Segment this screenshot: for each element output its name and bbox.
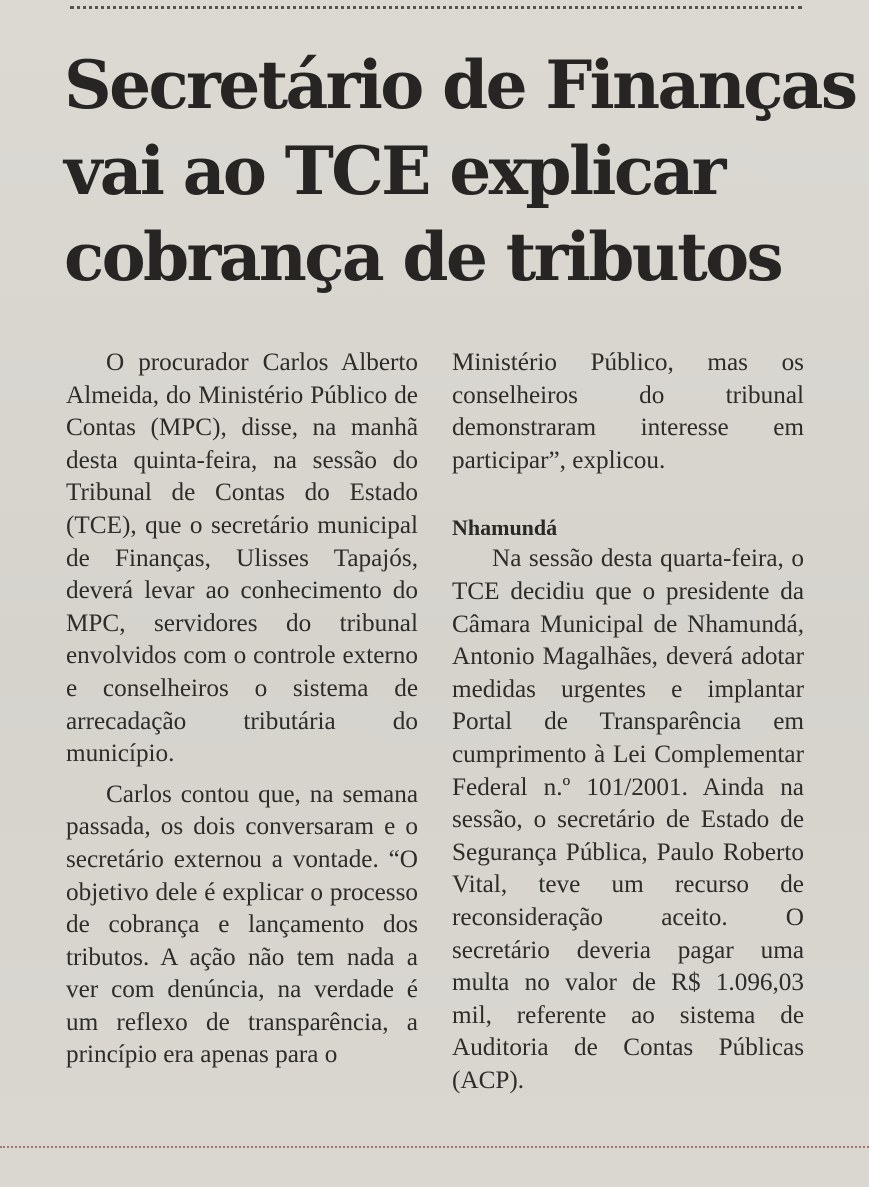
body-paragraph: Na sessão desta quarta-feira, o TCE decidiu que o presidente da Câmara Municipal de Nhamundá, Antonio Magalhães, deverá adotar medidas urgentes e implantar Portal de Transparência em cumprimento à Lei Complementar Federal n.º 101/2001. Ainda na sessão, o secretário de Estado de Segurança Pública, Paulo Roberto Vital, teve um recurso de reconsideração aceito. O secretário deveria pagar uma multa no valor de R$ 1.096,03 mil, referente ao sistema de Auditoria de Contas Públicas (ACP).: [452, 545, 804, 1094]
body-paragraph: Carlos contou que, na semana passada, os dois conversaram e o secretário externou a vontade. “O objetivo dele é explicar o processo de cobrança e lançamento dos tributos. A ação não tem nada a ver com denúncia, na verdade é um reflexo de transparência, a princípio era apenas para o: [66, 780, 418, 1069]
body-paragraph-continuation: Ministério Público, mas os conselheiros do tribunal demonstraram interesse em participar”, explicou.: [452, 349, 804, 474]
headline-line: vai ao TCE explicar: [64, 132, 724, 210]
right-column: [452, 347, 804, 1097]
headline-line: cobrança de tributos: [64, 218, 782, 296]
bottom-dotted-rule: [0, 1146, 869, 1148]
body-paragraph: O procurador Carlos Alberto Almeida, do Ministério Público de Contas (MPC), disse, na manhã desta quinta-feira, na sessão do Tribunal de Contas do Estado (TCE), que o secretário municipal de Finanças, Ulisses Tapajós, deverá levar ao conhecimento do MPC, servidores do tribunal envolvidos com o controle externo e conselheiros o sistema de arrecadação tributária do município.: [66, 349, 418, 768]
top-dotted-rule: [70, 6, 802, 9]
section-subhead: Nhamundá: [452, 515, 558, 541]
left-column: [66, 347, 418, 1072]
headline-line: Secretário de Finanças: [64, 46, 856, 124]
headline: [64, 42, 854, 300]
